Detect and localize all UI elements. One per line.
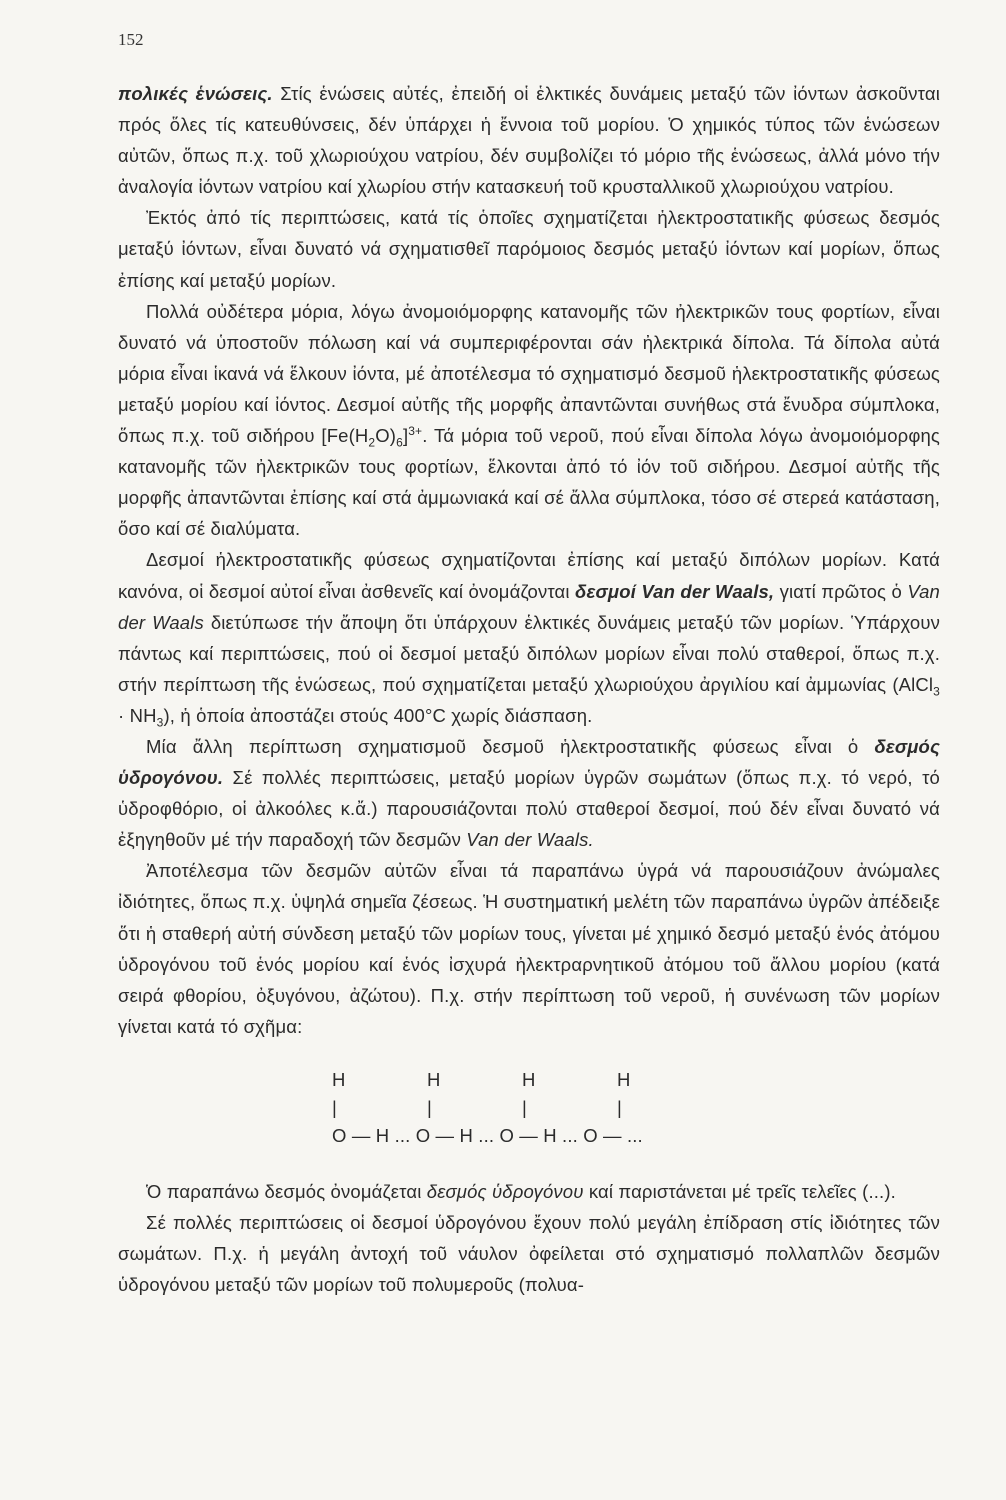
diagram-bond-row bbox=[332, 1094, 940, 1122]
diagram-chain: O — H ... O — H ... O — H ... O — ... bbox=[332, 1124, 643, 1146]
bond-line: | bbox=[617, 1096, 622, 1118]
paragraph-3 bbox=[118, 296, 940, 545]
paragraph-2: Ἐκτός ἀπό τίς περιπτώσεις, κατά τίς ὁποῖες σχηματίζεται ἡλεκτροστατικῆς φύσεως δεσμός μεταξύ ἰόντων, εἶναι δυνατό νά σχηματισθεῖ παρόμοιος δεσμός μεταξύ ἰόντων καί μορίων, ὅπως ἐπίσης καί μεταξύ μορίων. bbox=[118, 207, 940, 291]
atom-h: H bbox=[332, 1068, 346, 1090]
term-hydrogen-bond-italic: δεσμός ὑδρογόνου bbox=[426, 1180, 584, 1202]
paragraph-7-text-b: καί παριστάνεται μέ τρεῖς τελεῖες (...). bbox=[583, 1180, 896, 1202]
paragraph-4-text-c: διετύπωσε τήν ἄποψη ὅτι ὑπάρχουν ἑλκτικές δυνάμεις μεταξύ τῶν μορίων. Ὑπάρχουν πάντως καί περιπτώσεις, πού οἱ δεσμοί μεταξύ διπόλων μορίων εἶναι πολύ σταθεροί, ὅπως π.χ. στήν περίπτωση τῆς ἑνώσεως, πού σχηματίζεται μεταξύ χλωριούχου ἀργιλίου καί ἀμμωνίας (AlCl bbox=[118, 611, 940, 695]
paragraph-1 bbox=[118, 78, 940, 202]
water-hydrogen-bond-diagram bbox=[118, 1066, 940, 1150]
paragraph-3-text-d: . Τά μόρια τοῦ νεροῦ, πού εἶναι δίπολα λόγω ἀνομοιόμορφης κατανομῆς τῶν ἠλεκτρικῶν τους φορτίων, ἕλκονται ἀπό τό ἰόν τοῦ σιδήρου. Δεσμοί αὐτῆς τῆς μορφῆς ἀπαντῶνται ἐπίσης καί στά ἀμμωνιακά καί σέ ἄλλα σύμπλοκα, τόσο σέ στερεά κατάσταση, ὅσο καί σέ διαλύματα. bbox=[118, 425, 940, 540]
bond-line: | bbox=[427, 1096, 432, 1118]
paragraph-7-text-a: Ὁ παραπάνω δεσμός ὀνομάζεται bbox=[146, 1180, 427, 1202]
bond-line: | bbox=[332, 1096, 337, 1118]
bond-line: | bbox=[522, 1096, 527, 1118]
paragraph-1-text: Στίς ἑνώσεις αὐτές, ἐπειδή οἱ ἑλκτικές δυνάμεις μεταξύ τῶν ἰόντων ἀσκοῦνται πρός ὅλες τίς κατευθύνσεις, δέν ὑπάρχει ἡ ἔννοια τοῦ μορίου. Ὁ χημικός τύπος τῶν ἑνώσεων αὐτῶν, ὅπως π.χ. τοῦ χλωριούχου νατρίου, δέν συμβολίζει τό μόριο τῆς ἑνώσεως, ἀλλά μόνο τήν ἀναλογία ἰόντων νατρίου καί χλωρίου στήν κατασκευή τοῦ κρυσταλλικοῦ χλωριούχου νατρίου. bbox=[118, 83, 940, 198]
subscript: 3 bbox=[156, 715, 164, 730]
paragraph-4 bbox=[118, 544, 940, 731]
term-hydrogen-bond: δεσμός ὑδρογόνου. bbox=[118, 735, 940, 789]
paragraph-4-text-d: · NH bbox=[118, 704, 157, 726]
atom-h: H bbox=[522, 1068, 536, 1090]
paragraph-4-text-e: ), ἡ ὁποία ἀποστάζει στούς 400°C χωρίς διάσπαση. bbox=[163, 704, 593, 726]
superscript: 3+ bbox=[408, 423, 423, 438]
paragraph-3-text-c: ] bbox=[402, 425, 409, 447]
paragraph-7 bbox=[118, 1176, 940, 1207]
subscript: 3 bbox=[933, 684, 940, 699]
paragraph-3-text-a: Πολλά οὐδέτερα μόρια, λόγω ἀνομοιόμορφης κατανομῆς τῶν ἠλεκτρικῶν τους φορτίων, εἶναι δυνατό νά ὑποστοῦν πόλωση καί νά συμπεριφέρονται σάν ἠλεκτρικά δίπολα. Τά δίπολα αὐτά μόρια εἶναι ἱκανά νά ἕλκουν ἰόντα, μέ ἀποτέλεσμα τό σχηματισμό δεσμοῦ ἡλεκτροστατικῆς φύσεως μεταξύ μορίου καί ἰόντος. Δεσμοί αὐτῆς τῆς μορφῆς ἀπαντῶνται συνήθως στά ἔνυδρα σύμπλοκα, ὅπως π.χ. τοῦ σιδήρου [Fe(H bbox=[118, 300, 940, 447]
name-van-der-waals: Van der Waals bbox=[118, 580, 940, 633]
paragraph-3-text-b: O) bbox=[375, 425, 397, 447]
paragraph-4-text-a: Δεσμοί ἡλεκτροστατικῆς φύσεως σχηματίζονται ἐπίσης καί μεταξύ διπόλων μορίων. Κατά κανόνα, οἱ δεσμοί αὐτοί εἶναι ἀσθενεῖς καί ὀνομάζονται bbox=[118, 549, 940, 602]
paragraph-8: Σέ πολλές περιπτώσεις οἱ δεσμοί ὑδρογόνου ἔχουν πολύ μεγάλη ἐπίδραση στίς ἰδιότητες τῶν σωμάτων. Π.χ. ἡ μεγάλη ἀντοχή τοῦ νάυλον ὀφείλεται στό σχηματισμό πολλαπλῶν δεσμῶν ὑδρογόνου μεταξύ τῶν μορίων τοῦ πολυμεροῦς (πολυα- bbox=[118, 1212, 940, 1296]
atom-h: H bbox=[617, 1068, 631, 1090]
name-van-der-waals: Van der Waals. bbox=[466, 829, 594, 851]
paragraph-6: Ἀποτέλεσμα τῶν δεσμῶν αὐτῶν εἶναι τά παραπάνω ὑγρά νά παρουσιάζουν ἀνώμαλες ἰδιότητες, ὅπως π.χ. ὑψηλά σημεῖα ζέσεως. Ἡ συστηματική μελέτη τῶν παραπάνω ὑγρῶν ἀπέδειξε ὅτι ἡ σταθερή αὐτή σύνδεση μεταξύ τῶν μορίων τους, γίνεται μέ χημικό δεσμό μεταξύ ἑνός ἀτόμου ὑδρογόνου τοῦ ἑνός μορίου καί ἑνός ἰσχυρά ἠλεκτραρνητικοῦ ἀτόμου τοῦ ἄλλου μορίου (κατά σειρά φθορίου, ὀξυγόνου, ἀζώτου). Π.χ. στήν περίπτωση τοῦ νεροῦ, ἡ συνένωση τῶν μορίων γίνεται κατά τό σχῆμα: bbox=[118, 860, 940, 1037]
paragraph-5-text-a: Μία ἄλλη περίπτωση σχηματισμοῦ δεσμοῦ ἡλεκτροστατικῆς φύσεως εἶναι ὁ bbox=[146, 735, 875, 757]
term-polar-compounds: πολικές ἑνώσεις. bbox=[118, 83, 273, 104]
diagram-hydrogen-row bbox=[332, 1066, 940, 1094]
subscript: 2 bbox=[368, 435, 376, 450]
body-text bbox=[118, 78, 940, 1300]
paragraph-5 bbox=[118, 731, 940, 855]
paragraph-5-text-b: Σέ πολλές περιπτώσεις, μεταξύ μορίων ὑγρῶν σωμάτων (ὅπως π.χ. τό νερό, τό ὑδροφθόριο, οἱ ἀλκοόλες κ.ἄ.) παρουσιάζονται πολύ σταθεροί δεσμοί, πού δέν εἶναι δυνατό νά ἐξηγηθοῦν μέ τήν παραδοχή τῶν δεσμῶν bbox=[118, 767, 940, 851]
atom-h: H bbox=[427, 1068, 441, 1090]
page-number: 152 bbox=[118, 30, 144, 49]
term-van-der-waals-bonds: δεσμοί Van der Waals, bbox=[575, 580, 775, 602]
subscript: 6 bbox=[396, 435, 403, 450]
paragraph-4-text-b: γιατί πρῶτος ὁ bbox=[774, 580, 908, 602]
